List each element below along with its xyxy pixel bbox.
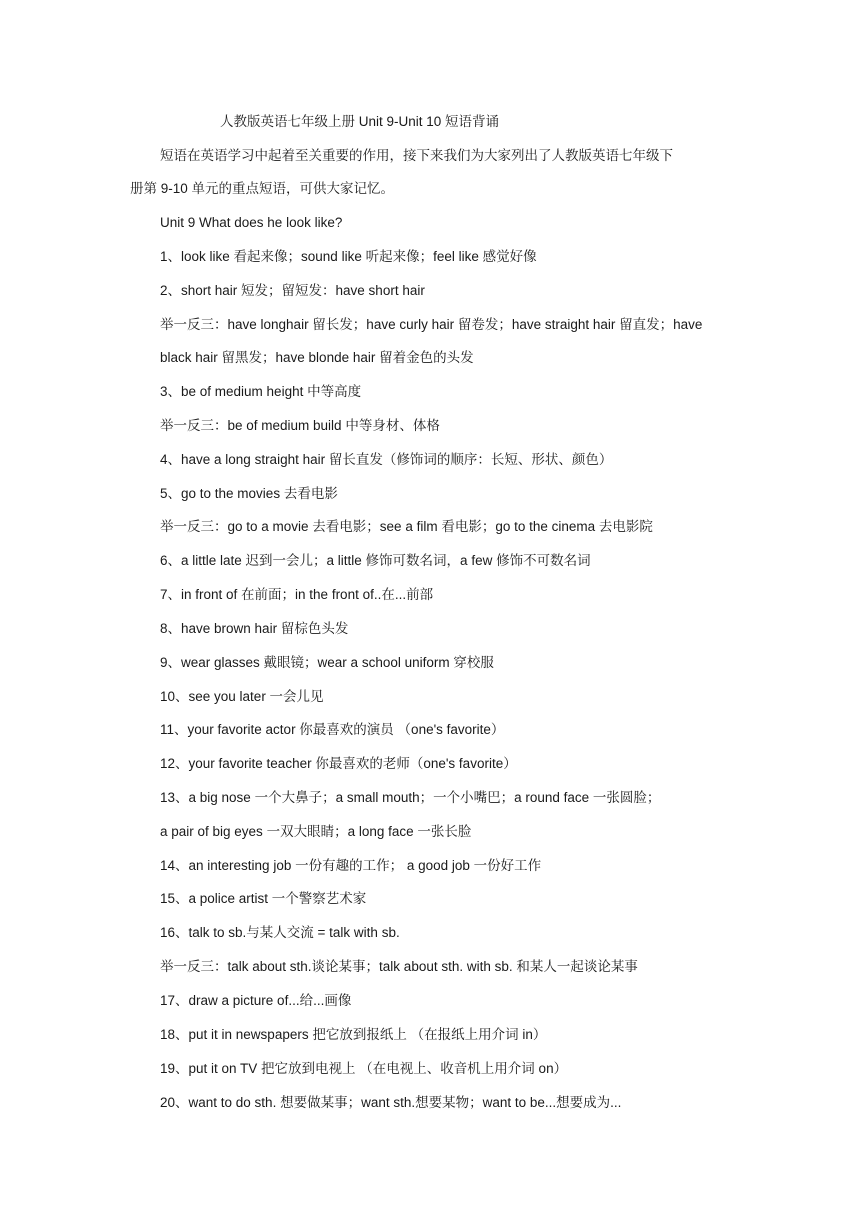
phrase-line-continued: a pair of big eyes 一双大眼睛；a long face 一张长脸 <box>160 824 472 839</box>
phrase-line: 19、put it on TV 把它放到电视上 （在电视上、收音机上用介词 on） <box>160 1061 568 1076</box>
phrase-line: 16、talk to sb.与某人交流 = talk with sb. <box>160 925 400 940</box>
example-line: 举一反三：talk about sth.谈论某事；talk about sth. with sb. 和某人一起谈论某事 <box>160 959 638 974</box>
phrase-line: 7、in front of 在前面；in the front of..在...前部 <box>160 587 434 602</box>
unit-heading: Unit 9 What does he look like? <box>160 215 343 230</box>
document-title: 人教版英语七年级上册 Unit 9-Unit 10 短语背诵 <box>220 114 500 129</box>
phrase-line: 18、put it in newspapers 把它放到报纸上 （在报纸上用介词 in） <box>160 1027 547 1042</box>
phrase-line: 1、look like 看起来像；sound like 听起来像；feel like 感觉好像 <box>160 249 537 264</box>
phrase-line: 12、your favorite teacher 你最喜欢的老师（one's favorite） <box>160 756 517 771</box>
phrase-line: 20、want to do sth. 想要做某事；want sth.想要某物；want to be...想要成为... <box>160 1095 622 1110</box>
phrase-line: 9、wear glasses 戴眼镜；wear a school uniform 穿校服 <box>160 655 494 670</box>
phrase-line: 4、have a long straight hair 留长直发（修饰词的顺序：长短、形状、颜色） <box>160 452 613 467</box>
example-line: 举一反三：go to a movie 去看电影；see a film 看电影；go to the cinema 去电影院 <box>160 519 653 534</box>
example-line: 举一反三：have longhair 留长发；have curly hair 留卷发；have straight hair 留直发；have <box>160 317 703 332</box>
phrase-line: 2、short hair 短发；留短发：have short hair <box>160 283 425 298</box>
example-line: 举一反三：be of medium build 中等身材、体格 <box>160 418 440 433</box>
phrase-line: 13、a big nose 一个大鼻子；a small mouth；一个小嘴巴；a round face 一张圆脸； <box>160 790 661 805</box>
phrase-line: 8、have brown hair 留棕色头发 <box>160 621 349 636</box>
phrase-line: 10、see you later 一会儿见 <box>160 689 324 704</box>
example-line-continued: black hair 留黑发；have blonde hair 留着金色的头发 <box>160 350 474 365</box>
phrase-line: 11、your favorite actor 你最喜欢的演员 （one's favorite） <box>160 722 505 737</box>
phrase-line: 6、a little late 迟到一会儿；a little 修饰可数名词，a few 修饰不可数名词 <box>160 553 591 568</box>
phrase-line: 17、draw a picture of...给...画像 <box>160 993 352 1008</box>
intro-paragraph-line-1: 短语在英语学习中起着至关重要的作用，接下来我们为大家列出了人教版英语七年级下 <box>160 148 673 163</box>
phrase-line: 5、go to the movies 去看电影 <box>160 486 338 501</box>
phrase-line: 14、an interesting job 一份有趣的工作； a good job 一份好工作 <box>160 858 542 873</box>
phrase-line: 15、a police artist 一个警察艺术家 <box>160 891 367 906</box>
intro-paragraph-line-2: 册第 9-10 单元的重点短语，可供大家记忆。 <box>130 181 395 196</box>
phrase-line: 3、be of medium height 中等高度 <box>160 384 362 399</box>
